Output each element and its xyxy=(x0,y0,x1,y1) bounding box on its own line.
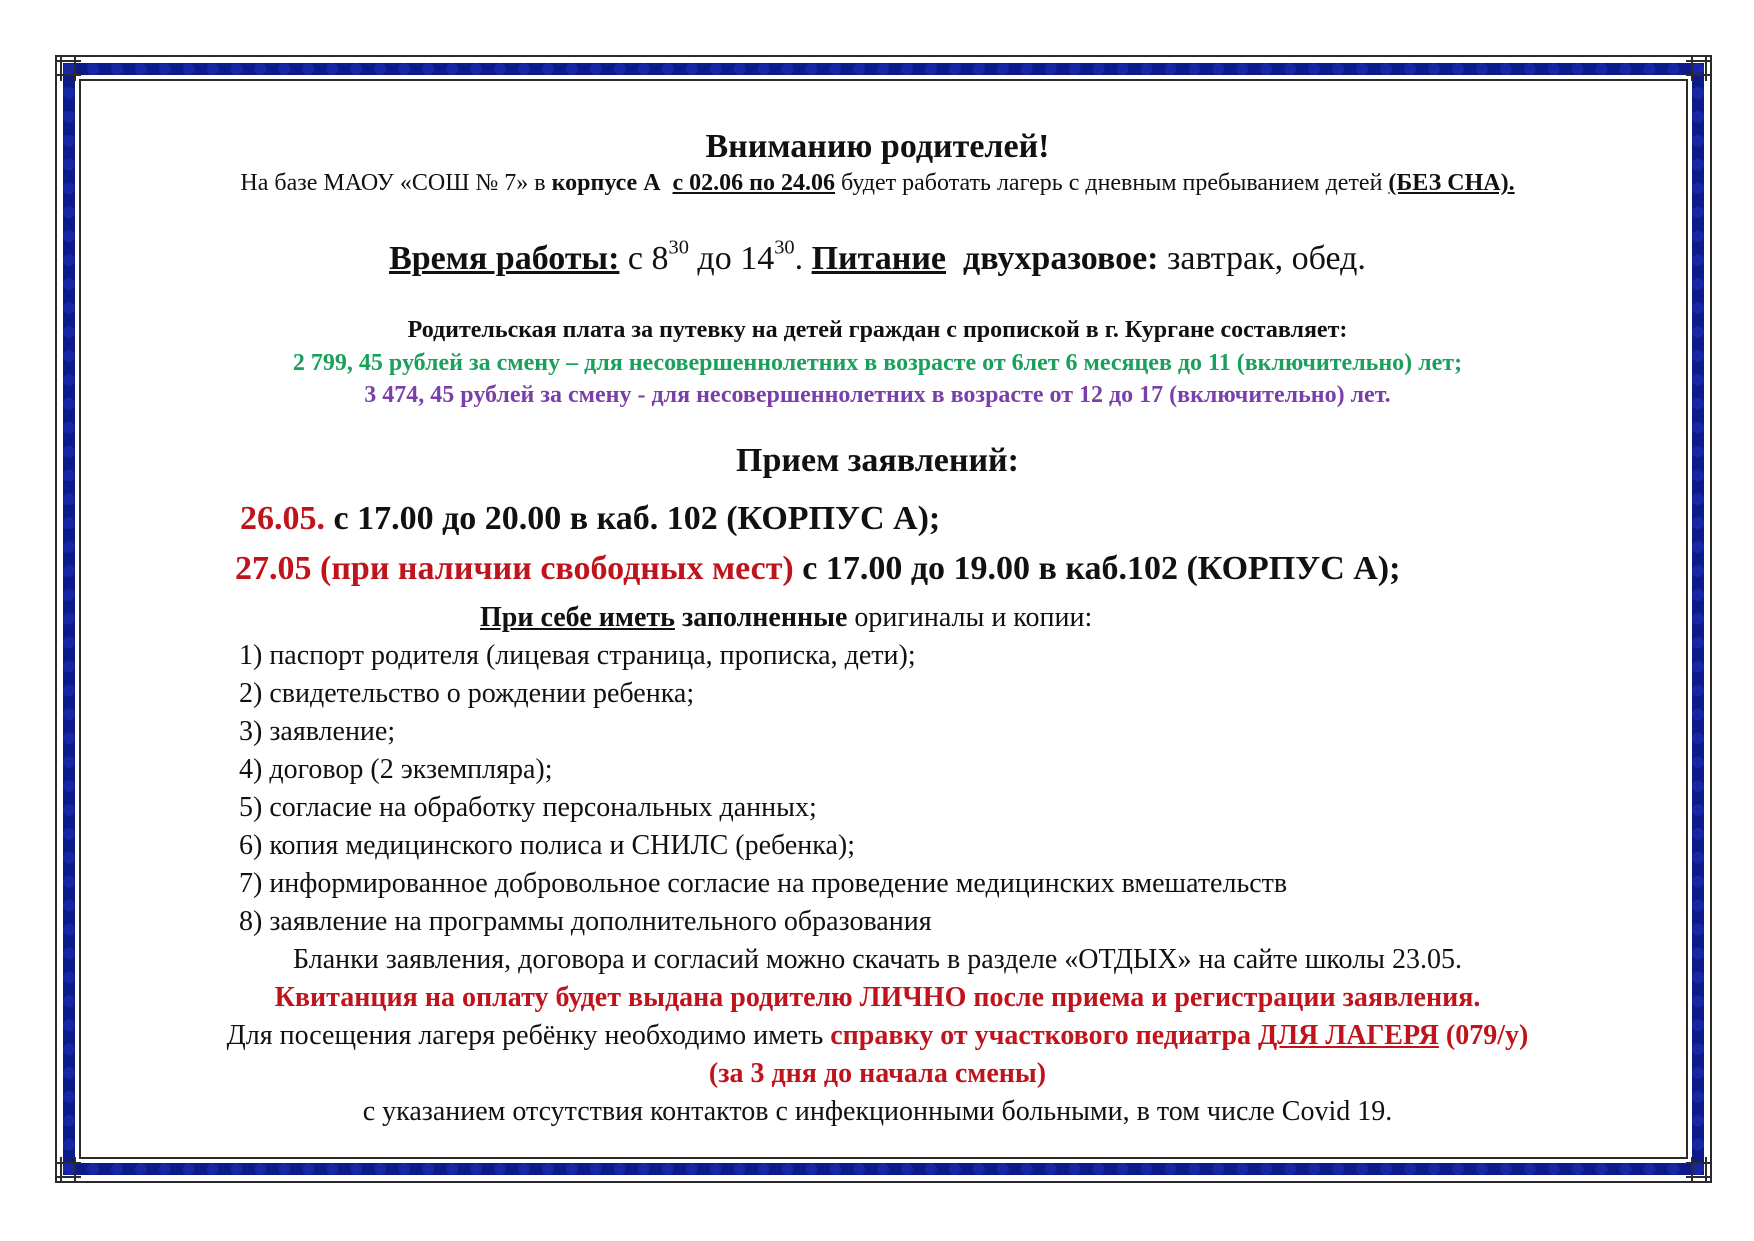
document-item: 5) согласие на обработку персональных данных; xyxy=(239,792,817,823)
corner-ornament-icon xyxy=(1682,1153,1716,1187)
payment-heading: Родительская плата за путевку на детей граждан с пропиской в г. Кургане составляет: xyxy=(407,317,1348,343)
document-item: 2) свидетельство о рождении ребенка; xyxy=(239,678,695,709)
medical-certificate-line: Для посещения лагеря ребёнку необходимо иметь справку от участкового педиатра ДЛЯ ЛАГЕРЯ (079/у) xyxy=(226,1020,1529,1051)
corner-ornament-icon xyxy=(51,51,85,85)
certificate-requirements: с указанием отсутствия контактов с инфекционными больными, в том числе Covid 19. xyxy=(362,1096,1393,1127)
payment-line-older: 3 474, 45 рублей за смену - для несовершеннолетних в возрасте от 12 до 17 (включительно) лет. xyxy=(364,382,1391,408)
bring-documents-line: При себе иметь заполненные оригиналы и копии: xyxy=(480,602,1093,633)
applications-heading: Прием заявлений: xyxy=(736,442,1019,479)
document-item: 1) паспорт родителя (лицевая страница, прописка, дети); xyxy=(239,640,916,671)
application-day-2: 27.05 (при наличии свободных мест) с 17.00 до 19.00 в каб.102 (КОРПУС А); xyxy=(235,550,1401,587)
receipt-note: Квитанция на оплату будет выдана родителю ЛИЧНО после приема и регистрации заявления. xyxy=(274,982,1481,1013)
schedule-line: Время работы: с $8^{30}$ до $14^{30}$. Питание двухразовое: завтрак, обед. xyxy=(389,236,1366,277)
document-item: 4) договор (2 экземпляра); xyxy=(239,754,553,785)
forms-download-note: Бланки заявления, договора и согласий можно скачать в разделе «ОТДЫХ» на сайте школы 23.05. xyxy=(293,944,1462,975)
document-item: 3) заявление; xyxy=(239,716,396,747)
document-item: 8) заявление на программы дополнительного образования xyxy=(239,906,932,937)
certificate-deadline: (за 3 дня до начала смены) xyxy=(708,1058,1047,1089)
page-title: Вниманию родителей! xyxy=(705,128,1050,165)
corner-ornament-icon xyxy=(1682,51,1716,85)
document-item: 7) информированное добровольное согласие на проведение медицинских вмешательств xyxy=(239,868,1288,899)
corner-ornament-icon xyxy=(51,1153,85,1187)
document-item: 6) копия медицинского полиса и СНИЛС (ребенка); xyxy=(239,830,855,861)
application-day-1: 26.05. с 17.00 до 20.00 в каб. 102 (КОРПУС А); xyxy=(240,500,941,537)
payment-line-younger: 2 799, 45 рублей за смену – для несовершеннолетних в возрасте от 6лет 6 месяцев до 11 (включительно) лет; xyxy=(292,350,1463,376)
intro-line: На базе МАОУ «СОШ № 7» в корпусе А с 02.06 по 24.06 будет работать лагерь с дневным пребыванием детей (БЕЗ СНА). xyxy=(240,170,1515,196)
